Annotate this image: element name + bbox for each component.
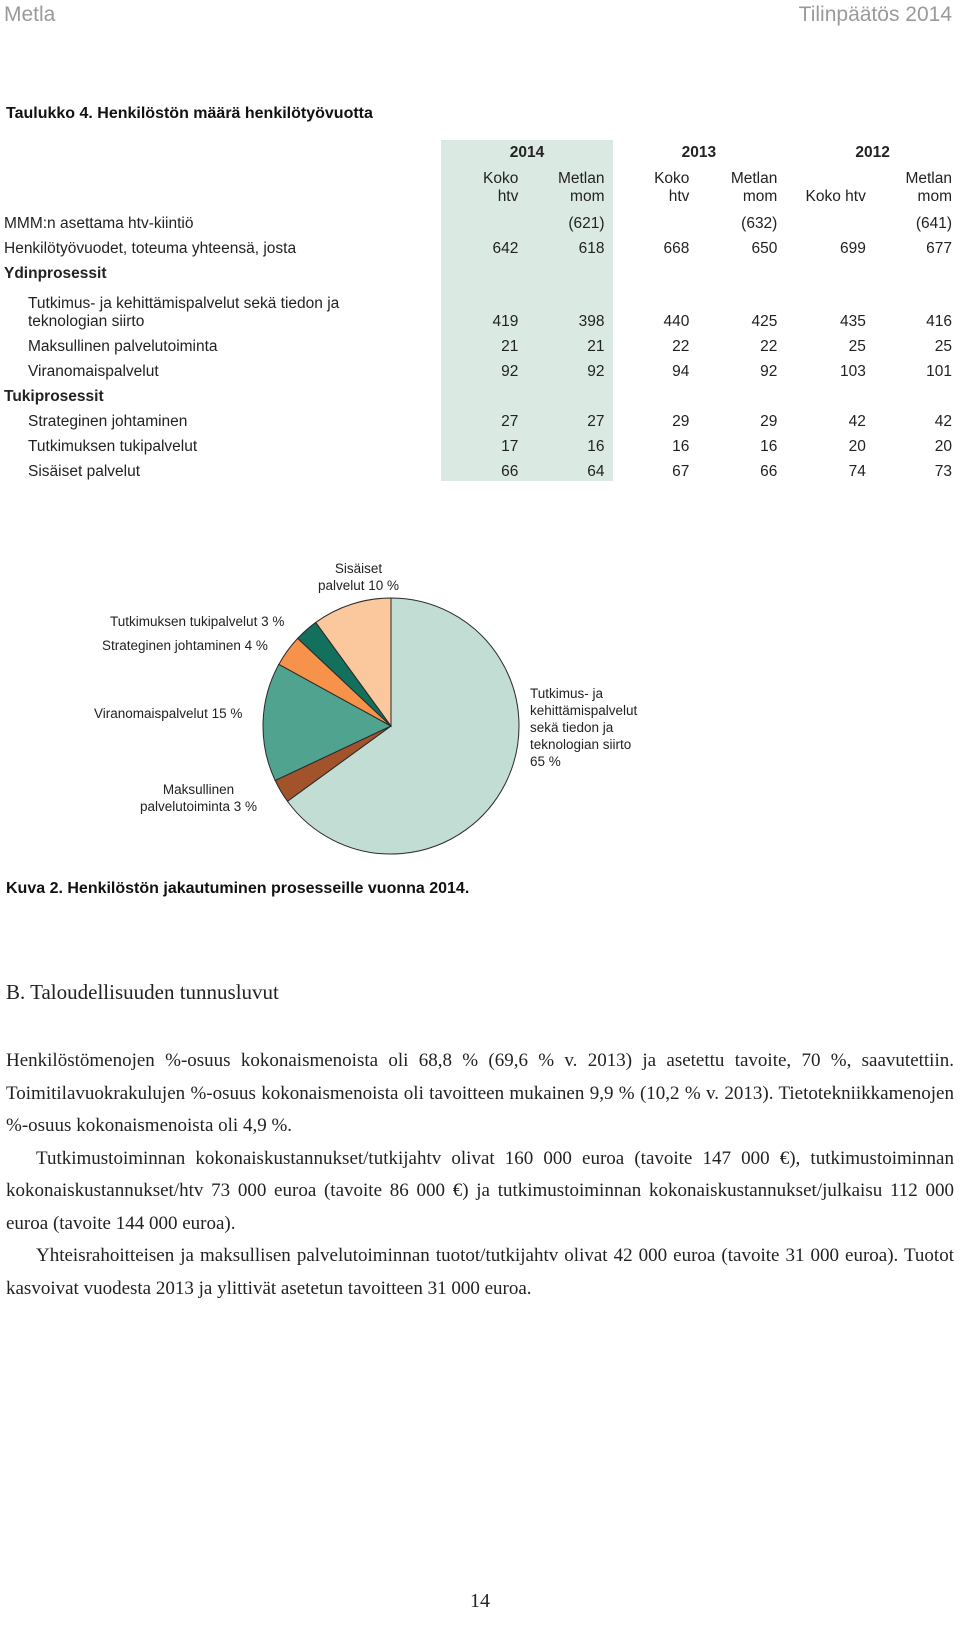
table-cell: 435 xyxy=(839,313,866,330)
column-header: Koko htv xyxy=(805,188,866,205)
table-cell: 74 xyxy=(848,463,866,480)
table-cell: (621) xyxy=(526,208,612,233)
table-cell xyxy=(874,381,960,406)
header-left: Metla xyxy=(4,3,56,26)
label-tukipalvelut: Tutkimuksen tukipalvelut 3 % xyxy=(110,614,285,629)
header-right: Tilinpäätös 2014 xyxy=(798,3,952,26)
table-cell: 27 xyxy=(441,406,526,431)
table-cell: 42 xyxy=(934,413,952,430)
table-cell: 25 xyxy=(848,338,866,355)
table-row xyxy=(0,431,960,456)
year-header: 2013 xyxy=(681,144,717,161)
table-cell: 699 xyxy=(839,240,866,257)
table-caption: Taulukko 4. Henkilöstön määrä henkilötyövuotta xyxy=(6,105,373,122)
row-label: Ydinprosessit xyxy=(4,265,107,282)
table-cell: 668 xyxy=(663,240,690,257)
table-cell: 17 xyxy=(441,431,526,456)
table-cell: 29 xyxy=(672,413,690,430)
label-sisaiset: Sisäiset palvelut 10 % xyxy=(318,561,400,593)
table-cell: 20 xyxy=(934,438,952,455)
table-cell: (641) xyxy=(915,215,952,232)
pie-chart xyxy=(0,555,960,855)
table-cell xyxy=(785,258,873,283)
table-cell: 66 xyxy=(441,456,526,481)
table-cell xyxy=(526,258,612,283)
personnel-table xyxy=(0,140,960,481)
table-cell: 66 xyxy=(760,463,778,480)
column-header: Metlan mom xyxy=(526,166,612,208)
table-cell: 16 xyxy=(760,438,778,455)
table-cell: 16 xyxy=(526,431,612,456)
table-cell: 94 xyxy=(672,363,690,380)
table-cell xyxy=(613,208,698,233)
table-row xyxy=(0,456,960,481)
table-cell: 25 xyxy=(934,338,952,355)
table-cell: 618 xyxy=(526,233,612,258)
personnel-table-wrap xyxy=(0,140,960,481)
column-header: Koko htv xyxy=(654,170,690,205)
table-cell: 650 xyxy=(751,240,778,257)
corner-cell xyxy=(0,140,441,166)
table-cell: 42 xyxy=(848,413,866,430)
paragraph-3: Yhteisrahoitteisen ja maksullisen palvelutoiminnan tuotot/tutkijahtv olivat 42 000 euroa (tavoite 31 000 euroa). Tuotot kasvoivat vuodesta 2013 ja ylittivät asetetun tavoitteen 31 000 euroa. xyxy=(6,1245,954,1299)
header-years-row xyxy=(0,140,960,166)
table-cell xyxy=(785,381,873,406)
figure-caption: Kuva 2. Henkilöstön jakautuminen prosesseille vuonna 2014. xyxy=(6,880,470,897)
table-cell: 103 xyxy=(839,363,866,380)
row-label: Viranomaispalvelut xyxy=(28,363,159,380)
year-header: 2012 xyxy=(855,144,890,161)
row-label: Henkilötyövuodet, toteuma yhteensä, josta xyxy=(4,240,297,257)
table-cell: 92 xyxy=(441,356,526,381)
column-header: Koko htv xyxy=(441,166,526,208)
row-label: MMM:n asettama htv-kiintiö xyxy=(4,215,194,232)
table-row xyxy=(0,356,960,381)
column-header: Metlan mom xyxy=(730,170,778,205)
label-viranomais: Viranomaispalvelut 15 % xyxy=(94,706,243,721)
table-row xyxy=(0,258,960,283)
year-header: 2014 xyxy=(441,140,612,166)
table-cell xyxy=(441,208,526,233)
section-title: B. Taloudellisuuden tunnusluvut xyxy=(6,980,279,1004)
table-cell: 101 xyxy=(926,363,952,380)
table-cell: 21 xyxy=(441,331,526,356)
table-cell: 73 xyxy=(934,463,952,480)
table-cell xyxy=(697,381,785,406)
table-row xyxy=(0,331,960,356)
table-cell: 67 xyxy=(672,463,690,480)
paragraph-2: Tutkimustoiminnan kokonaiskustannukset/tutkijahtv olivat 160 000 euroa (tavoite 147 000 €), tutkimustoiminnan kokonaiskustannukset/htv 73 000 euroa (tavoite 86 000 €) ja tutkimustoiminnan kokonaiskustannukset/julkaisu 112 000 euroa (tavoite 144 000 euroa). xyxy=(6,1147,954,1234)
header-sub-row xyxy=(0,166,960,208)
body-text xyxy=(6,1045,954,1305)
table-cell: 642 xyxy=(441,233,526,258)
table-cell: 29 xyxy=(760,413,778,430)
label-strateginen: Strateginen johtaminen 4 % xyxy=(102,638,268,653)
label-maksullinen: Maksullinen palvelutoiminta 3 % xyxy=(140,782,258,814)
table-cell: 22 xyxy=(672,338,690,355)
table-cell xyxy=(874,258,960,283)
table-cell xyxy=(613,381,698,406)
row-label: Tukiprosessit xyxy=(4,388,104,405)
table-cell xyxy=(697,258,785,283)
table-cell: 22 xyxy=(760,338,778,355)
table-cell: 16 xyxy=(672,438,690,455)
row-label: Maksullinen palvelutoiminta xyxy=(28,338,218,355)
label-tutkimus: Tutkimus- ja kehittämispalvelut sekä tiedon ja teknologian siirto 65 % xyxy=(530,686,638,769)
table-cell xyxy=(441,381,526,406)
page-number: 14 xyxy=(470,1590,490,1612)
table-cell: 64 xyxy=(526,456,612,481)
table-cell xyxy=(441,258,526,283)
table-cell: 416 xyxy=(926,313,952,330)
row-label: Sisäiset palvelut xyxy=(28,463,141,480)
table-cell: 419 xyxy=(441,283,526,331)
row-label: Strateginen johtaminen xyxy=(28,413,188,430)
corner-cell xyxy=(0,166,441,208)
table-row xyxy=(0,233,960,258)
table-cell xyxy=(613,258,698,283)
table-cell: 92 xyxy=(760,363,778,380)
table-cell: 20 xyxy=(848,438,866,455)
table-cell: 677 xyxy=(926,240,952,257)
table-row xyxy=(0,406,960,431)
paragraph-1: Henkilöstömenojen %-osuus kokonaismenoista oli 68,8 % (69,6 % v. 2013) ja asetettu tavoite, 70 %, saavutettiin. Toimitilavuokrakulujen %-osuus kokonaismenoista oli tavoitteen mukainen 9,9 % (10,2 % v. 2013). Tietotekniikkamenojen %-osuus kokonaismenoista oli 4,9 %. xyxy=(6,1050,954,1136)
table-cell: 398 xyxy=(526,283,612,331)
table-row xyxy=(0,283,960,331)
table-cell xyxy=(526,381,612,406)
row-label: Tutkimuksen tukipalvelut xyxy=(28,438,198,455)
row-label: Tutkimus- ja kehittämispalvelut sekä tiedon ja teknologian siirto xyxy=(28,295,340,330)
table-cell: 440 xyxy=(663,313,690,330)
table-row xyxy=(0,381,960,406)
table-cell: 92 xyxy=(526,356,612,381)
table-cell xyxy=(785,208,873,233)
table-row xyxy=(0,208,960,233)
table-cell: 21 xyxy=(526,331,612,356)
table-cell: 425 xyxy=(751,313,778,330)
table-cell: 27 xyxy=(526,406,612,431)
column-header: Metlan mom xyxy=(905,170,952,205)
table-cell: (632) xyxy=(741,215,778,232)
